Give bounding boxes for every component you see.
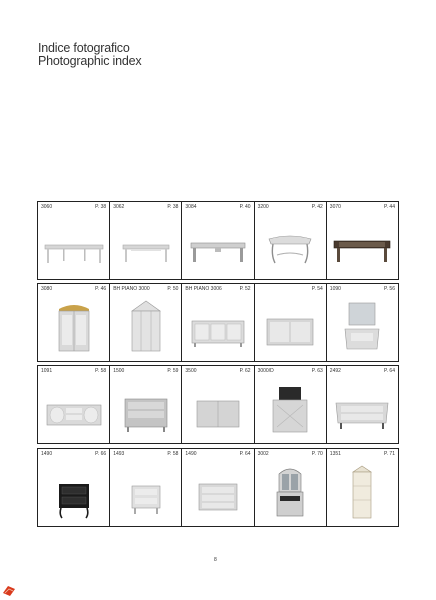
index-cell[interactable] — [110, 284, 182, 362]
index-row-3 — [37, 365, 399, 444]
index-cell[interactable] — [182, 366, 254, 444]
page-ref: P. 62 — [239, 368, 251, 374]
dresser-icon — [331, 379, 393, 439]
index-cell[interactable] — [110, 366, 182, 444]
page-number: 8 — [214, 557, 217, 563]
page-ref: P. 71 — [383, 451, 395, 457]
product-code: 3002 — [257, 451, 269, 457]
product-code: 1490 — [185, 451, 197, 457]
index-cell[interactable] — [327, 202, 399, 280]
tv-cabinet-icon — [259, 379, 321, 439]
cabinet-icon — [187, 379, 249, 439]
page-ref: P. 44 — [383, 204, 395, 210]
product-code: BH PIANO 3006 — [185, 286, 222, 292]
index-cell[interactable] — [182, 202, 254, 280]
console-table-icon — [115, 215, 177, 275]
black-nightstand-icon — [43, 462, 105, 522]
product-code: 3080 — [41, 286, 53, 292]
index-cell[interactable] — [255, 202, 327, 280]
index-cell[interactable] — [38, 202, 110, 280]
page-ref: P. 66 — [95, 451, 107, 457]
index-cell[interactable] — [38, 366, 110, 444]
index-row-4 — [37, 448, 399, 527]
page-ref: P. 54 — [311, 286, 323, 292]
index-cell[interactable] — [327, 284, 399, 362]
product-code: 3200 — [257, 204, 269, 210]
product-code: 2492 — [329, 368, 341, 374]
page-ref: P. 50 — [167, 286, 179, 292]
chest-icon — [259, 297, 321, 357]
page-ref: P. 52 — [239, 286, 251, 292]
page-ref: P. 56 — [383, 286, 395, 292]
product-code: 3500 — [185, 368, 197, 374]
product-code: 1500 — [113, 368, 125, 374]
page-ref: P. 63 — [311, 368, 323, 374]
page-ref: P. 70 — [311, 451, 323, 457]
secretary-icon — [259, 462, 321, 522]
vanity-mirror-icon — [331, 297, 393, 357]
index-row-1 — [37, 201, 399, 280]
sideboard-icon — [187, 297, 249, 357]
ornate-console-icon — [259, 215, 321, 275]
product-code: 3060 — [41, 204, 53, 210]
wardrobe-icon — [43, 297, 105, 357]
page-ref: P. 40 — [239, 204, 251, 210]
page-ref: P. 58 — [167, 451, 179, 457]
nightstand-icon — [115, 462, 177, 522]
vitrine-icon — [331, 462, 393, 522]
page-ref: P. 64 — [383, 368, 395, 374]
index-row-2 — [37, 283, 399, 362]
page-ref: P. 42 — [311, 204, 323, 210]
index-cell[interactable] — [38, 449, 110, 527]
product-code: 1090 — [329, 286, 341, 292]
page-ref: P. 38 — [95, 204, 107, 210]
product-code: 1490 — [41, 451, 53, 457]
index-cell[interactable] — [255, 284, 327, 362]
index-cell[interactable] — [255, 449, 327, 527]
chest-of-drawers-icon — [187, 462, 249, 522]
product-code: 3084 — [185, 204, 197, 210]
index-cell[interactable] — [182, 284, 254, 362]
product-code: 1351 — [329, 451, 341, 457]
index-cell[interactable] — [110, 449, 182, 527]
crowned-wardrobe-icon — [115, 297, 177, 357]
page-ref: P. 58 — [95, 368, 107, 374]
product-code: 1091 — [41, 368, 53, 374]
commode-icon — [115, 379, 177, 439]
index-cell[interactable] — [255, 366, 327, 444]
page-ref: P. 46 — [95, 286, 107, 292]
index-cell[interactable] — [182, 449, 254, 527]
index-cell[interactable] — [327, 449, 399, 527]
extendable-table-icon — [187, 215, 249, 275]
product-code: BH PIANO 3000 — [113, 286, 150, 292]
title-english: Photographic index — [38, 54, 142, 68]
product-code: 3000/D — [257, 368, 274, 374]
index-cell[interactable] — [110, 202, 182, 280]
index-cell[interactable] — [38, 284, 110, 362]
brand-logo-icon — [2, 583, 16, 597]
page-ref: P. 64 — [239, 451, 251, 457]
title-italian: Indice fotografico — [38, 41, 130, 55]
product-code: 3070 — [329, 204, 341, 210]
title-block — [38, 42, 141, 68]
product-code: 3062 — [113, 204, 125, 210]
long-dining-table-icon — [43, 215, 105, 275]
index-cell[interactable] — [327, 366, 399, 444]
product-code: 1493 — [113, 451, 125, 457]
dark-top-table-icon — [331, 215, 393, 275]
page-ref: P. 38 — [167, 204, 179, 210]
low-sideboard-icon — [43, 379, 105, 439]
page-ref: P. 59 — [167, 368, 179, 374]
